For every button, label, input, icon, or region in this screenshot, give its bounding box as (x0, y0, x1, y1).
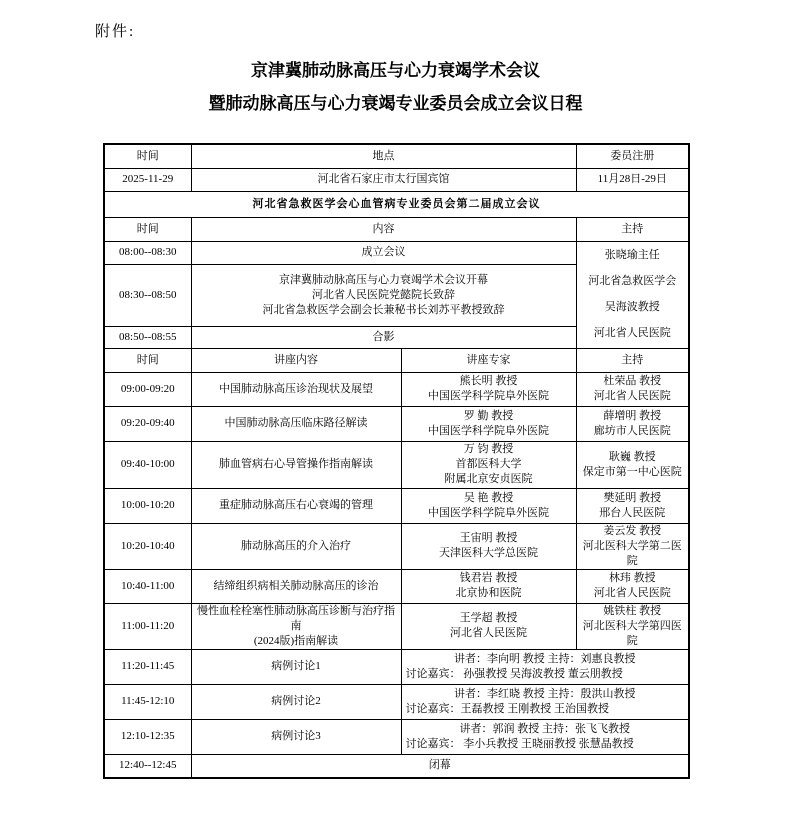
lecture-title-cell: 重症肺动脉高压右心衰竭的管理 (191, 488, 401, 523)
cell-line: 讲者：李红晓 教授 主持：殷洪山教授 (454, 687, 636, 700)
table-row (104, 241, 689, 264)
attachment-label: 附件: (95, 24, 136, 40)
col-header-host: 主持 (576, 217, 689, 241)
registration-date-cell: 11月28日-29日 (576, 168, 689, 191)
lecture-title-cell: 病例讨论2 (191, 684, 401, 719)
table-row (104, 523, 689, 569)
cell-line: 讲者：李向明 教授 主持：刘惠良教授 (454, 652, 636, 665)
expert-cell: 吴 艳 教授 中国医学科学院阜外医院 (401, 488, 576, 523)
col-header-location: 地点 (191, 144, 576, 168)
lecture-title-cell: 病例讨论3 (191, 719, 401, 754)
host-cell (576, 241, 689, 348)
content-cell: 京津冀肺动脉高压与心力衰竭学术会议开幕 河北省人民医院党懿院长致辞 河北省急救医学会副会长兼秘书长刘苏平教授致辞 (191, 264, 576, 326)
time-cell: 10:40-11:00 (104, 569, 191, 603)
expert-cell: 王学超 教授 河北省人民医院 (401, 603, 576, 649)
host-cell: 樊延明 教授 邢台人民医院 (576, 488, 689, 523)
cell-line: 讨论嘉宾：王磊教授 王刚教授 王治国教授 (405, 702, 609, 715)
table-row (104, 348, 689, 372)
cell-line: 张晓瑜主任 (604, 248, 660, 261)
date-cell: 2025-11-29 (104, 168, 191, 191)
table-row (104, 406, 689, 441)
time-cell: 10:20-10:40 (104, 523, 191, 569)
col-header-time: 时间 (104, 144, 191, 168)
host-cell: 林玮 教授 河北省人民医院 (576, 569, 689, 603)
expert-cell: 万 钧 教授 首都医科大学 附属北京安贞医院 (401, 441, 576, 488)
location-cell: 河北省石家庄市太行国宾馆 (191, 168, 576, 191)
col-header-content: 内容 (191, 217, 576, 241)
expert-cell: 罗 勤 教授 中国医学科学院阜外医院 (401, 406, 576, 441)
host-cell: 耿巍 教授 保定市第一中心医院 (576, 441, 689, 488)
time-cell: 08:00--08:30 (104, 241, 191, 264)
time-cell: 08:30--08:50 (104, 264, 191, 326)
time-cell: 11:45-12:10 (104, 684, 191, 719)
expert-cell: 王宙明 教授 天津医科大学总医院 (401, 523, 576, 569)
content-cell: 成立会议 (191, 241, 576, 264)
content-cell: 闭幕 (191, 754, 689, 778)
lecture-title-cell: 肺血管病右心导管操作指南解读 (191, 441, 401, 488)
table-row (104, 569, 689, 603)
expert-cell: 熊长明 教授 中国医学科学院阜外医院 (401, 372, 576, 406)
cell-line: 河北省急救医学会 (588, 274, 677, 287)
lecture-title-cell: 病例讨论1 (191, 649, 401, 684)
time-cell: 09:00-09:20 (104, 372, 191, 406)
discussion-cell (401, 649, 689, 684)
host-cell: 杜荣品 教授 河北省人民医院 (576, 372, 689, 406)
time-cell: 09:20-09:40 (104, 406, 191, 441)
col-header-time: 时间 (104, 217, 191, 241)
content-cell: 合影 (191, 326, 576, 348)
table-row (104, 649, 689, 684)
table-row (104, 488, 689, 523)
table-row (104, 191, 689, 217)
lecture-title-cell: 结缔组织病相关肺动脉高压的诊治 (191, 569, 401, 603)
spread-text (579, 242, 687, 347)
host-cell: 姜云发 教授 河北医科大学第二医院 (576, 523, 689, 569)
document-title-line2: 暨肺动脉高压与心力衰竭专业委员会成立会议日程 (208, 94, 583, 113)
table-row (104, 217, 689, 241)
cell-line: 讨论嘉宾： 李小兵教授 王晓丽教授 张慧晶教授 (405, 737, 634, 750)
col-header-time: 时间 (104, 348, 191, 372)
document-title-line1: 京津冀肺动脉高压与心力衰竭学术会议 (251, 61, 540, 80)
col-header-lecture-expert: 讲座专家 (401, 348, 576, 372)
col-header-host: 主持 (576, 348, 689, 372)
lecture-title-cell: 中国肺动脉高压诊治现状及展望 (191, 372, 401, 406)
time-cell: 09:40-10:00 (104, 441, 191, 488)
col-header-registration: 委员注册 (576, 144, 689, 168)
lecture-title-cell: 中国肺动脉高压临床路径解读 (191, 406, 401, 441)
table-row (104, 168, 689, 191)
col-header-lecture-content: 讲座内容 (191, 348, 401, 372)
cell-line: 讲者：郭润 教授 主持：张飞飞教授 (459, 722, 630, 735)
time-cell: 12:40--12:45 (104, 754, 191, 778)
time-cell: 11:20-11:45 (104, 649, 191, 684)
time-cell: 10:00-10:20 (104, 488, 191, 523)
table-row (104, 684, 689, 719)
lecture-title-cell: 肺动脉高压的介入治疗 (191, 523, 401, 569)
document-title (103, 54, 688, 120)
discussion-cell (401, 719, 689, 754)
table-row (104, 441, 689, 488)
host-cell: 薛增明 教授 廊坊市人民医院 (576, 406, 689, 441)
time-cell: 11:00-11:20 (104, 603, 191, 649)
schedule-table (103, 143, 690, 779)
cell-line: 河北省人民医院 (593, 327, 671, 340)
table-row (104, 144, 689, 168)
table-row (104, 754, 689, 778)
discussion-cell (401, 684, 689, 719)
cell-line: 吴海波教授 (604, 301, 660, 314)
lecture-title-cell: 慢性血栓栓塞性肺动脉高压诊断与治疗指南 (2024版)指南解读 (191, 603, 401, 649)
time-cell: 12:10-12:35 (104, 719, 191, 754)
host-cell: 姚铁柱 教授 河北医科大学第四医院 (576, 603, 689, 649)
section-title-cell: 河北省急救医学会心血管病专业委员会第二届成立会议 (104, 191, 689, 217)
time-cell: 08:50--08:55 (104, 326, 191, 348)
expert-cell: 钱君岩 教授 北京协和医院 (401, 569, 576, 603)
table-row (104, 603, 689, 649)
table-row (104, 719, 689, 754)
table-row (104, 372, 689, 406)
cell-line: 讨论嘉宾： 孙强教授 吴海波教授 董云朋教授 (405, 667, 623, 680)
